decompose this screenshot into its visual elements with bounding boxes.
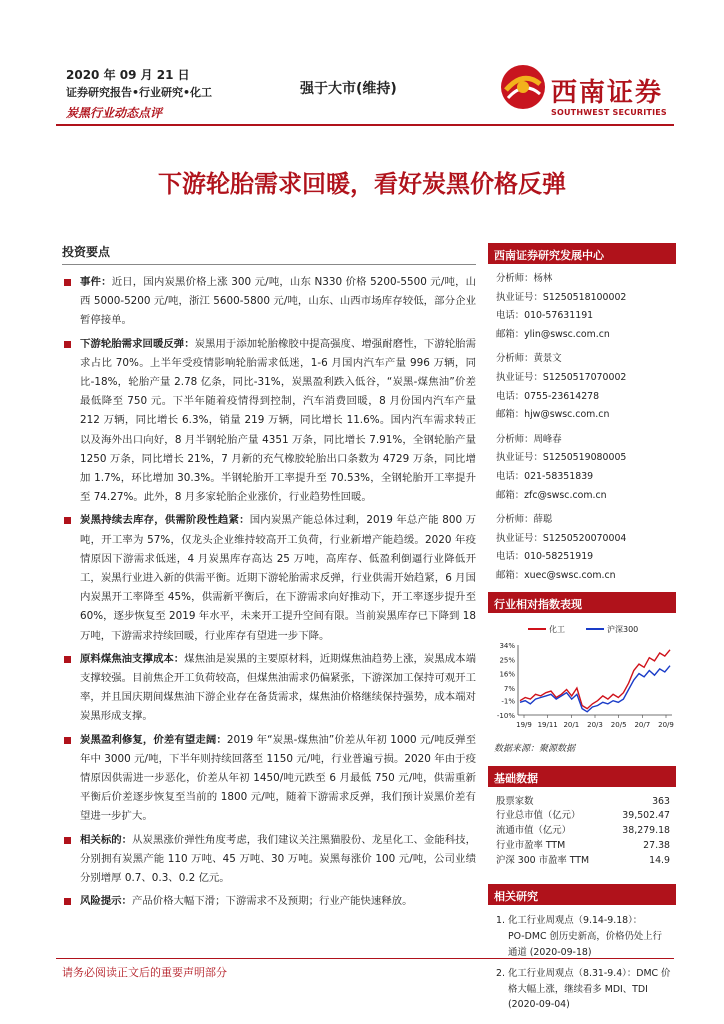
basic-data-label: 沪深 300 市盈率 TTM	[496, 854, 590, 866]
footer-disclaimer: 请务必阅读正文后的重要声明部分	[62, 966, 227, 979]
basic-data-value: 39,502.47	[622, 810, 670, 822]
basic-data-row	[488, 839, 676, 854]
analyst-name: 分析师：杨林	[496, 273, 553, 284]
key-point-body: 2019 年“炭黑-煤焦油”价差从年初 1000 元/吨反弹至年中 3000 元/吨，下半年则持续回落至 1150 元/吨，行业普遍亏损。2020 年由于疫情原因供需进一步恶化，价差从年初 1450/吨元跌至 6 月最低 750 元/吨，供需重新平衡后价差逐步恢复至当前的 1800 元/吨，随着下游需求反弹，我们预计炭黑价差有望进一步扩大。	[80, 733, 477, 823]
research-text: PO-DMC 创历史新高，价格仍处上行	[508, 931, 663, 943]
research-item[interactable]	[496, 966, 676, 1013]
series-line	[520, 649, 670, 708]
key-point-paragraph	[62, 650, 476, 727]
research-line	[496, 929, 676, 945]
analyst-email[interactable]: 邮箱：xuec@swsc.com.cn	[496, 569, 616, 581]
paragraph-list	[62, 273, 476, 912]
left-column	[62, 243, 476, 916]
industry-rating: 强于大市(维持)	[300, 81, 397, 97]
key-point-paragraph	[62, 335, 476, 508]
bullet-square-icon	[64, 279, 71, 286]
y-tick-label: -1%	[501, 697, 515, 706]
x-tick-label: 19/11	[537, 720, 558, 729]
logo-text-cn: 西南证券	[551, 78, 664, 108]
bullet-square-icon	[64, 517, 71, 524]
x-tick-label: 20/3	[587, 720, 603, 729]
analyst-email[interactable]: 邮箱：zfc@swsc.com.cn	[496, 489, 607, 501]
legend-label: 化工	[549, 624, 565, 634]
key-point-paragraph	[62, 731, 476, 827]
analyst-phone: 电话：010-57631191	[496, 310, 594, 322]
analyst-name: 分析师：黄景文	[496, 353, 562, 365]
basic-data-title: 基础数据	[488, 766, 676, 787]
research-number: 2.	[496, 968, 505, 980]
legend-label: 沪深300	[607, 624, 639, 634]
analyst-cert: 执业证号：S1250517070002	[496, 371, 627, 383]
research-number: 1.	[496, 915, 505, 927]
key-point-heading: 相关标的：	[80, 833, 133, 846]
key-point-body: 煤焦油是炭黑的主要原材料，近期煤焦油趋势上涨，炭黑成本端支撑较强。目前焦企开工负荷较高，但煤焦油需求仍偏紧张，下游深加工保持可观开工率，并且国庆期间煤焦油下游企业存在备货需求，煤焦油价格继续保持强势，成本端对炭黑形成支撑。	[80, 652, 476, 723]
analyst-phone: 电话：0755-23614278	[496, 390, 600, 402]
basic-data-value: 38,279.18	[622, 825, 670, 837]
key-point-paragraph	[62, 831, 476, 889]
basic-data-table	[488, 795, 676, 869]
key-point-body: 国内炭黑产能总体过剩，2019 年总产能 800 万吨，开工率为 57%，仅龙头企业维持较高开工负荷，行业新增产能趋缓。2020 年疫情原因下游需求低迷，4 月炭黑库存高达 25 万吨，高库存、低盈利倒逼行业降低开工，炭黑行业进入新的供需平衡。近期下游轮胎需求反弹，行业供需开始趋紧，6 月国内炭黑开工率降至 45%，供需新平衡后，在下游需求向好推动下，开工率逐步提升至 60%，逐步恢复至 2019 年水平，未来开工提升空间有限。当前炭黑库存已下降到 18 万吨，下游需求持续回暖，行业库存有望进一步下降。	[80, 514, 477, 642]
y-tick-label: 34%	[499, 641, 515, 650]
footer-divider	[56, 958, 674, 959]
research-text: 化工行业周观点（8.31-9.4）：DMC 价	[508, 968, 671, 980]
key-point-heading: 炭黑盈利修复，价差有望走阔：	[80, 733, 227, 746]
analyst-phone: 电话：021-58351839	[496, 470, 594, 482]
basic-data-label: 流通市值（亿元）	[496, 825, 572, 837]
key-point-body: 近日，国内炭黑价格上涨 300 元/吨，山东 N330 价格 5200-5500 元/吨，山西 5000-5200 元/吨，浙江 5600-5800 元/吨，山东、山西市场库存较低，部分企业暂停接单。	[80, 276, 477, 327]
header-divider	[56, 124, 674, 126]
x-tick-label: 20/1	[563, 720, 580, 729]
logo-emblem-icon	[498, 62, 548, 112]
key-point-body: 从炭黑涨价弹性角度考虑，我们建议关注黑猫股份、龙星化工、金能科技，分别拥有炭黑产能 110 万吨、45 万吨、30 万吨。炭黑每涨价 100 元/吨，公司业绩分别增厚 0.7、0.3、0.2 亿元。	[80, 833, 476, 885]
basic-data-row	[488, 854, 676, 869]
x-tick-label: 20/7	[634, 720, 651, 729]
x-tick-label: 20/5	[610, 720, 627, 729]
research-text: 格大幅上涨，继续看多 MDI、TDI	[508, 983, 648, 995]
key-point-body: 产品价格大幅下滑；下游需求不及预期；行业产能快速释放。	[131, 895, 413, 908]
chart-title: 行业相对指数表现	[488, 592, 676, 613]
basic-data-row	[488, 795, 676, 810]
related-research-title: 相关研究	[488, 884, 676, 905]
research-line	[496, 997, 676, 1013]
key-point-body: 炭黑用于添加轮胎橡胶中提高强度、增强耐磨性，下游轮胎需求占比 70%。上半年受疫情影响轮胎需求低迷，1-6 月国内汽车产量 996 万辆，同比-18%，轮胎产量 2.78 亿条，同比-31%，炭黑盈利跌入低谷，“炭黑-煤焦油”价差最低降至 750 元。下半年随着疫情得到控制，汽车消费回暖，8 月份国内汽车产量 212 万辆，同比增长 6.3%，销量 219 万辆，同比增长 11.6%。国内汽车需求转正以及海外出口向好，8 月半钢轮胎产量 4351 万条，同比增长 7.91%，全钢轮胎产量 1250 万条，同比增长 21%，7 月新的充气橡胶轮胎出口条数为 4729 万条，同比增加 1.7%，环比增加 30.3%。半钢轮胎开工率提升至 70.53%，全钢轮胎开工率提升至 74.27%。此外，8 月多家轮胎企业涨价，行业趋势性回暖。	[80, 337, 476, 504]
key-point-heading: 原料煤焦油支撑成本：	[80, 652, 185, 665]
bullet-square-icon	[64, 898, 71, 905]
x-tick-label: 19/9	[516, 720, 532, 729]
key-point-heading: 炭黑持续去库存，供需阶段性趋紧：	[80, 514, 250, 527]
analyst-cert: 执业证号：S1250518100002	[496, 291, 627, 303]
analyst-cert: 执业证号：S1250519080005	[496, 452, 627, 464]
research-center-title: 西南证券研究发展中心	[488, 243, 676, 264]
analyst-list	[488, 270, 676, 586]
basic-data-value: 27.38	[643, 839, 670, 851]
analyst-name: 分析师：薛聪	[496, 514, 553, 526]
analyst-cert: 执业证号：S1250520070004	[496, 532, 627, 544]
key-point-heading: 下游轮胎需求回暖反弹：	[80, 337, 195, 350]
key-point-paragraph	[62, 273, 476, 331]
research-line	[496, 966, 676, 982]
research-item[interactable]	[496, 913, 676, 960]
basic-data-row	[488, 824, 676, 839]
relative-index-chart	[488, 619, 676, 737]
y-tick-label: 16%	[499, 670, 515, 679]
basic-data-label: 行业总市值（亿元）	[496, 810, 581, 822]
key-point-heading: 事件：	[80, 276, 112, 288]
x-tick-label: 20/9	[658, 720, 674, 729]
y-tick-label: -10%	[496, 711, 515, 720]
report-type: 证券研究报告•行业研究•化工	[66, 86, 213, 99]
report-subtitle: 炭黑行业动态点评	[66, 106, 163, 120]
analyst-email[interactable]: 邮箱：hjw@swsc.com.cn	[496, 409, 610, 421]
research-text: 通道 (2020-09-18)	[508, 946, 592, 958]
key-point-heading: 风险提示：	[80, 895, 132, 908]
section-title: 投资要点	[62, 243, 476, 265]
y-tick-label: 25%	[499, 655, 515, 664]
report-date: 2020 年 09 月 21 日	[66, 68, 190, 82]
bullet-square-icon	[64, 656, 71, 663]
bullet-square-icon	[64, 341, 71, 348]
logo-text-en: SOUTHWEST SECURITIES	[551, 108, 667, 117]
research-text: 化工行业周观点（9.14-9.18）：	[508, 915, 643, 927]
research-line	[496, 913, 676, 929]
related-research-list	[488, 913, 676, 1013]
key-point-paragraph	[62, 892, 476, 911]
chart-source: 数据来源：聚源数据	[494, 743, 576, 754]
bullet-square-icon	[64, 837, 71, 844]
basic-data-label: 股票家数	[496, 795, 534, 807]
analyst-phone: 电话：010-58251919	[496, 551, 594, 563]
basic-data-label: 行业市盈率 TTM	[496, 839, 566, 851]
bullet-square-icon	[64, 737, 71, 744]
chart-canvas	[488, 619, 676, 737]
analyst-name: 分析师：周峰春	[496, 433, 562, 445]
research-text: (2020-09-04)	[508, 999, 570, 1011]
basic-data-value: 14.9	[649, 854, 670, 866]
research-line	[496, 982, 676, 998]
basic-data-value: 363	[652, 795, 670, 807]
series-line	[520, 665, 670, 711]
right-column	[488, 243, 676, 1019]
y-tick-label: 7%	[503, 684, 515, 693]
page-title: 下游轮胎需求回暖，看好炭黑价格反弹	[158, 170, 566, 198]
basic-data-row	[488, 809, 676, 824]
key-point-paragraph	[62, 511, 476, 645]
analyst-email[interactable]: 邮箱：ylin@swsc.com.cn	[496, 328, 610, 340]
